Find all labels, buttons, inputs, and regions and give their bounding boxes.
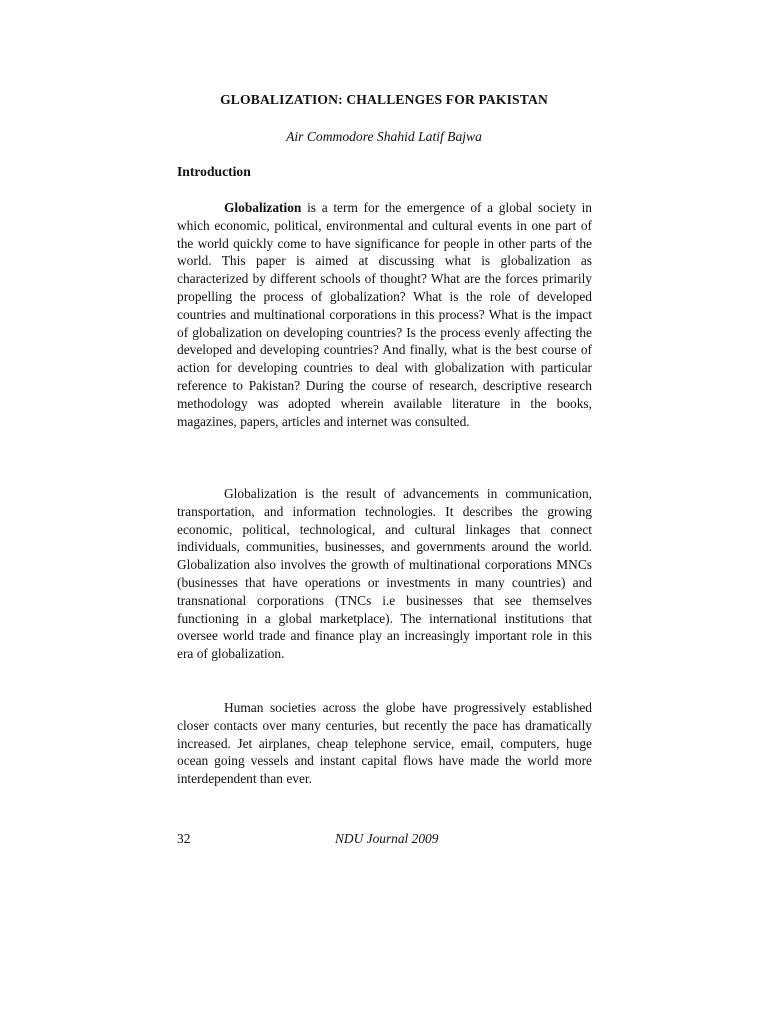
journal-footer: NDU Journal 2009 xyxy=(335,831,439,846)
page-number: 32 xyxy=(177,831,191,846)
article-author: Air Commodore Shahid Latif Bajwa xyxy=(286,129,482,144)
paragraph-1-text: is a term for the emergence of a global society in which economic, political, environmental and cultural events in one part of the world quickly come to have significance for people in other parts of the world. This paper is aimed at discussing what is globalization as characterized by different schools of thought? What are the forces primarily propelling the process of globalization? What is the role of developed countries and multinational corporations in this process? What is the impact of globalization on developing countries? Is the process evenly affecting the developed and developing countries? And finally, what is the best course of action for developing countries to deal with globalization with particular reference to Pakistan? During the course of research, descriptive research methodology was adopted wherein available literature in the books, magazines, papers, articles and internet was consulted. xyxy=(177,200,592,429)
lead-term: Globalization xyxy=(224,200,302,215)
body-paragraph-1 xyxy=(177,199,592,430)
body-paragraph-2: Globalization is the result of advancements in communication, transportation, and information technologies. It describes the growing economic, political, technological, and cultural linkages that connect individuals, communities, businesses, and governments around the world. Globalization also involves the growth of multinational corporations MNCs (businesses that have operations or investments in many countries) and transnational corporations (TNCs i.e businesses that see themselves functioning in a global marketplace). The international institutions that oversee world trade and finance play an increasingly important role in this era of globalization. xyxy=(177,486,592,662)
body-paragraph-3: Human societies across the globe have progressively established closer contacts over many centuries, but recently the pace has dramatically increased. Jet airplanes, cheap telephone service, email, computers, huge ocean going vessels and instant capital flows have made the world more interdependent than ever. xyxy=(177,700,592,787)
section-heading: Introduction xyxy=(177,164,251,179)
article-title: GLOBALIZATION: CHALLENGES FOR PAKISTAN xyxy=(220,92,548,107)
